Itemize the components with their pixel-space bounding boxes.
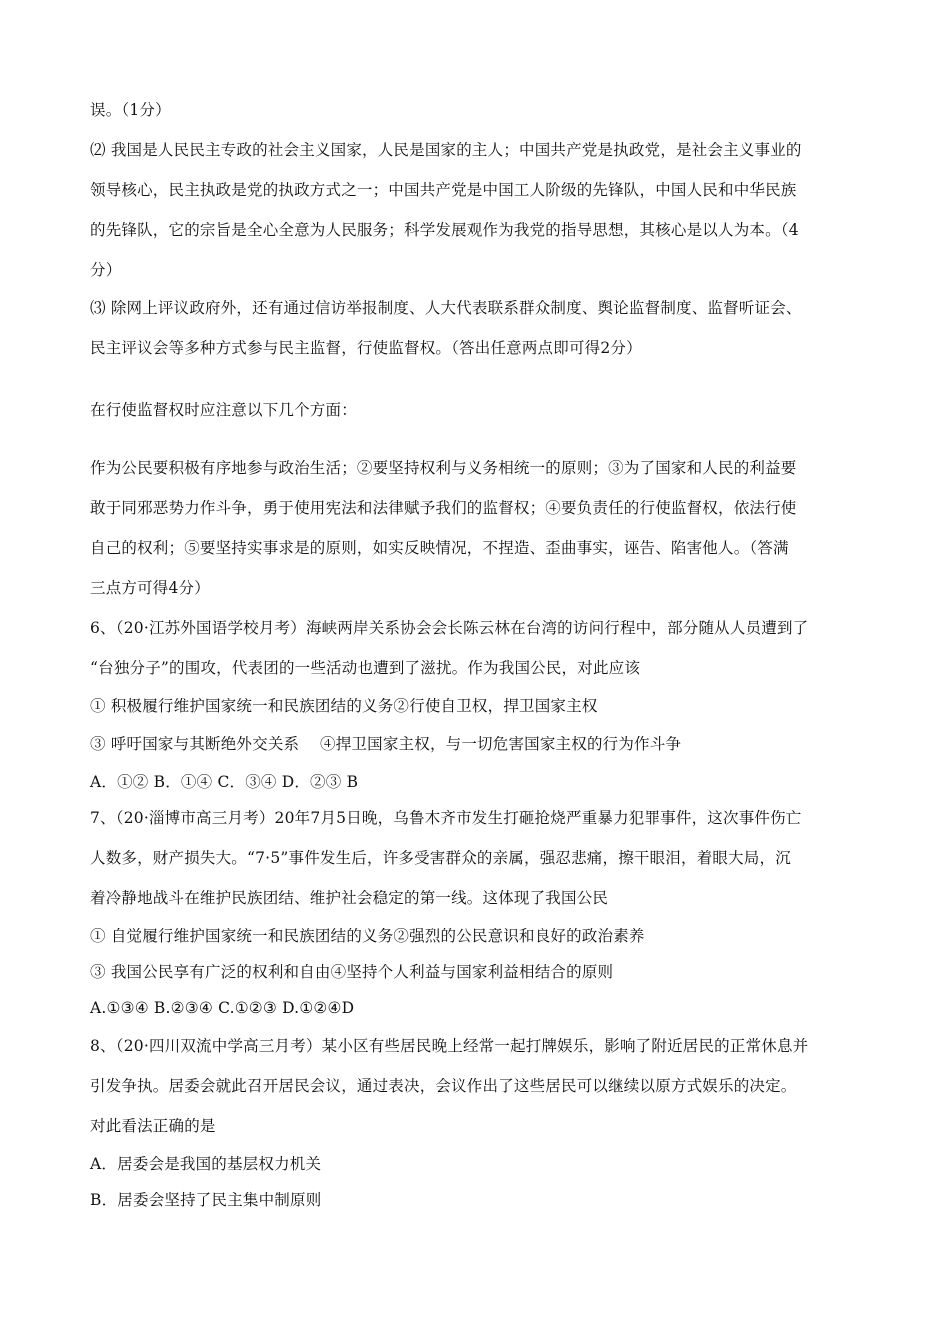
option-line: B．居委会坚持了民主集中制原则 — [90, 1191, 322, 1209]
text-line: 着冷静地战斗在维护民族团结、维护社会稳定的第一线。这体现了我国公民 — [90, 889, 609, 907]
text-line: ⑶ 除网上评议政府外，还有通过信访举报制度、人大代表联系群众制度、舆论监督制度、监督听证会、 — [90, 299, 802, 317]
text-line: 领导核心，民主执政是党的执政方式之一；中国共产党是中国工人阶级的先锋队，中国人民和中华民族 — [90, 181, 797, 199]
text-line: 的先锋队，它的宗旨是全心全意为人民服务；科学发展观作为我党的指导思想，其核心是以人为本。（4 — [90, 221, 799, 239]
text-line: 对此看法正确的是 — [90, 1117, 216, 1135]
text-line: 分） — [90, 261, 122, 279]
text-line: 在行使监督权时应注意以下几个方面： — [90, 401, 357, 419]
option-line: ① 积极履行维护国家统一和民族团结的义务②行使自卫权，捍卫国家主权 — [90, 697, 598, 715]
answer-choices: A．①② B．①④ C．③④ D．②③ B — [90, 773, 359, 791]
text-line: ⑵ 我国是人民民主专政的社会主义国家，人民是国家的主人；中国共产党是执政党，是社会主义事业的 — [90, 141, 802, 159]
question-6-stem: 6、（20·江苏外国语学校月考）海峡两岸关系协会会长陈云林在台湾的访问行程中，部分随从人员遭到了 — [90, 619, 809, 637]
option-line: ③ 我国公民享有广泛的权利和自由④坚持个人利益与国家利益相结合的原则 — [90, 963, 614, 981]
text-line: 误。（1分） — [90, 101, 171, 119]
option-line: A．居委会是我国的基层权力机关 — [90, 1155, 322, 1173]
text-line: 作为公民要积极有序地参与政治生活；②要坚持权利与义务相统一的原则；③为了国家和人民的利益要 — [90, 459, 797, 477]
question-7-stem: 7、（20·淄博市高三月考）20年7月5日晚，乌鲁木齐市发生打砸抢烧严重暴力犯罪事件，这次事件伤亡 — [90, 809, 802, 827]
text-line: 引发争执。居委会就此召开居民会议，通过表决，会议作出了这些居民可以继续以原方式娱乐的决定。 — [90, 1077, 797, 1095]
option-line: ① 自觉履行维护国家统一和民族团结的义务②强烈的公民意识和良好的政治素养 — [90, 927, 645, 945]
text-line: 三点方可得4分） — [90, 579, 210, 597]
text-line: “台独分子”的围攻，代表团的一些活动也遭到了滋扰。作为我国公民，对此应该 — [90, 659, 641, 677]
question-8-stem: 8、（20·四川双流中学高三月考）某小区有些居民晚上经常一起打牌娱乐，影响了附近居民的正常休息并 — [90, 1037, 809, 1055]
text-line: 自己的权利；⑤要坚持实事求是的原则，如实反映情况，不捏造、歪曲事实，诬告、陷害他人。（答满 — [90, 539, 789, 557]
text-line: 敢于同邪恶势力作斗争，勇于使用宪法和法律赋予我们的监督权；④要负责任的行使监督权，依法行使 — [90, 499, 797, 517]
option-line: ③ 呼吁国家与其断绝外交关系 ④捍卫国家主权，与一切危害国家主权的行为作斗争 — [90, 735, 682, 753]
text-line: 民主评议会等多种方式参与民主监督，行使监督权。（答出任意两点即可得2分） — [90, 339, 642, 357]
text-line: 人数多，财产损失大。“7·5”事件发生后，许多受害群众的亲属，强忍悲痛，擦干眼泪，着眼大局，沉 — [90, 849, 791, 867]
answer-choices: A.①③④ B.②③④ C.①②③ D.①②④D — [90, 999, 355, 1017]
